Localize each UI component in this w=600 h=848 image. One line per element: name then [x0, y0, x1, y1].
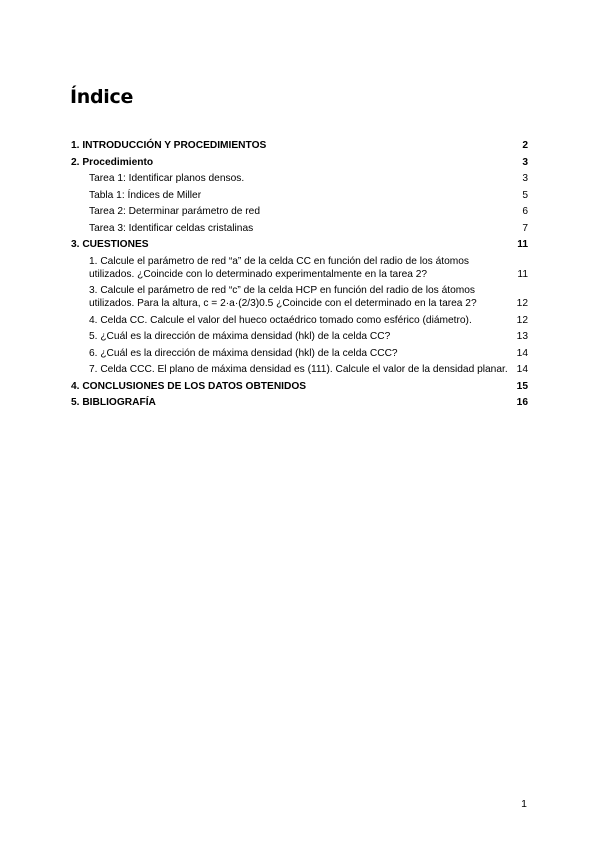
toc-entry[interactable] [71, 363, 528, 376]
toc-entry[interactable] [71, 314, 528, 327]
toc-entry-text: 4. CONCLUSIONES DE LOS DATOS OBTENIDOS [71, 380, 307, 392]
toc-entry-text: 4. Celda CC. Calcule el valor del hueco octaédrico tomado como esférico (diámetro). [89, 314, 472, 326]
toc-entry[interactable] [71, 347, 528, 360]
toc-entry-page: 11 [517, 268, 528, 280]
toc-entry-page: 5 [522, 189, 528, 201]
toc-entry-text: 3. CUESTIONES [71, 239, 149, 250]
toc-entry[interactable] [71, 139, 528, 152]
toc-entry[interactable] [71, 255, 528, 281]
toc-entry-page: 16 [516, 397, 528, 409]
toc-entry-page: 14 [516, 347, 528, 359]
toc-entry[interactable] [71, 205, 528, 218]
toc-entry-text: Tabla 1: Índices de Miller [89, 189, 202, 201]
toc-entry-page: 14 [516, 364, 528, 376]
toc-entry-text: 1. INTRODUCCIÓN Y PROCEDIMIENTOS [71, 140, 267, 151]
toc-entry-text: Tarea 1: Identificar planos densos. [89, 173, 245, 184]
toc-entry-page: 3 [522, 156, 528, 168]
page-title: Índice [70, 86, 134, 108]
toc-entry[interactable] [71, 172, 528, 185]
toc-entry-page: 13 [516, 331, 528, 343]
toc-entry-page: 12 [516, 298, 528, 310]
toc-entry[interactable] [71, 222, 528, 235]
toc-entry[interactable] [71, 156, 528, 169]
toc-entry-page: 2 [522, 140, 528, 151]
toc-entry-text: 7. Celda CCC. El plano de máxima densidad es (111). Calcule el valor de la densidad planar. [89, 364, 508, 376]
toc-entry-page: 6 [522, 206, 528, 217]
toc-entry-text: 6. ¿Cuál es la dirección de máxima densidad (hkl) de la celda CCC? [89, 347, 398, 359]
toc-entry-text: Tarea 2: Determinar parámetro de red [89, 206, 261, 217]
toc-entry[interactable] [71, 284, 528, 310]
toc-entry-text: 5. ¿Cuál es la dirección de máxima densidad (hkl) de la celda CC? [89, 331, 391, 343]
page-number: 1 [521, 798, 527, 810]
toc-entry-page: 3 [522, 173, 528, 184]
toc-entry-page: 12 [516, 314, 528, 326]
toc-entry-text: 3. Calcule el parámetro de red “c” de la celda HCP en función del radio de los átomos utilizados. Para la altura, c = 2·a·(2/3)0.5 ¿Coincide con el determinado en la tarea 2? [89, 285, 477, 310]
toc-entry[interactable] [71, 330, 528, 343]
toc-entry-text: 1. Calcule el parámetro de red “a” de la celda CC en función del radio de los átomos utilizados. ¿Coincide con lo determinado experimentalmente en la tarea 2? [89, 255, 469, 280]
toc-entry-page: 15 [516, 380, 528, 392]
toc-entry[interactable] [71, 189, 528, 202]
toc-entry[interactable] [71, 380, 528, 393]
toc-entry-page: 11 [517, 239, 528, 250]
toc-entry-text: 5. BIBLIOGRAFÍA [71, 397, 156, 409]
toc-entry-text: Tarea 3: Identificar celdas cristalinas [89, 222, 254, 234]
toc-entry-text: 2. Procedimiento [71, 156, 154, 168]
toc-entry[interactable] [71, 238, 528, 251]
toc-entry[interactable] [71, 396, 528, 409]
table-of-contents [71, 139, 528, 413]
toc-entry-page: 7 [522, 222, 528, 234]
